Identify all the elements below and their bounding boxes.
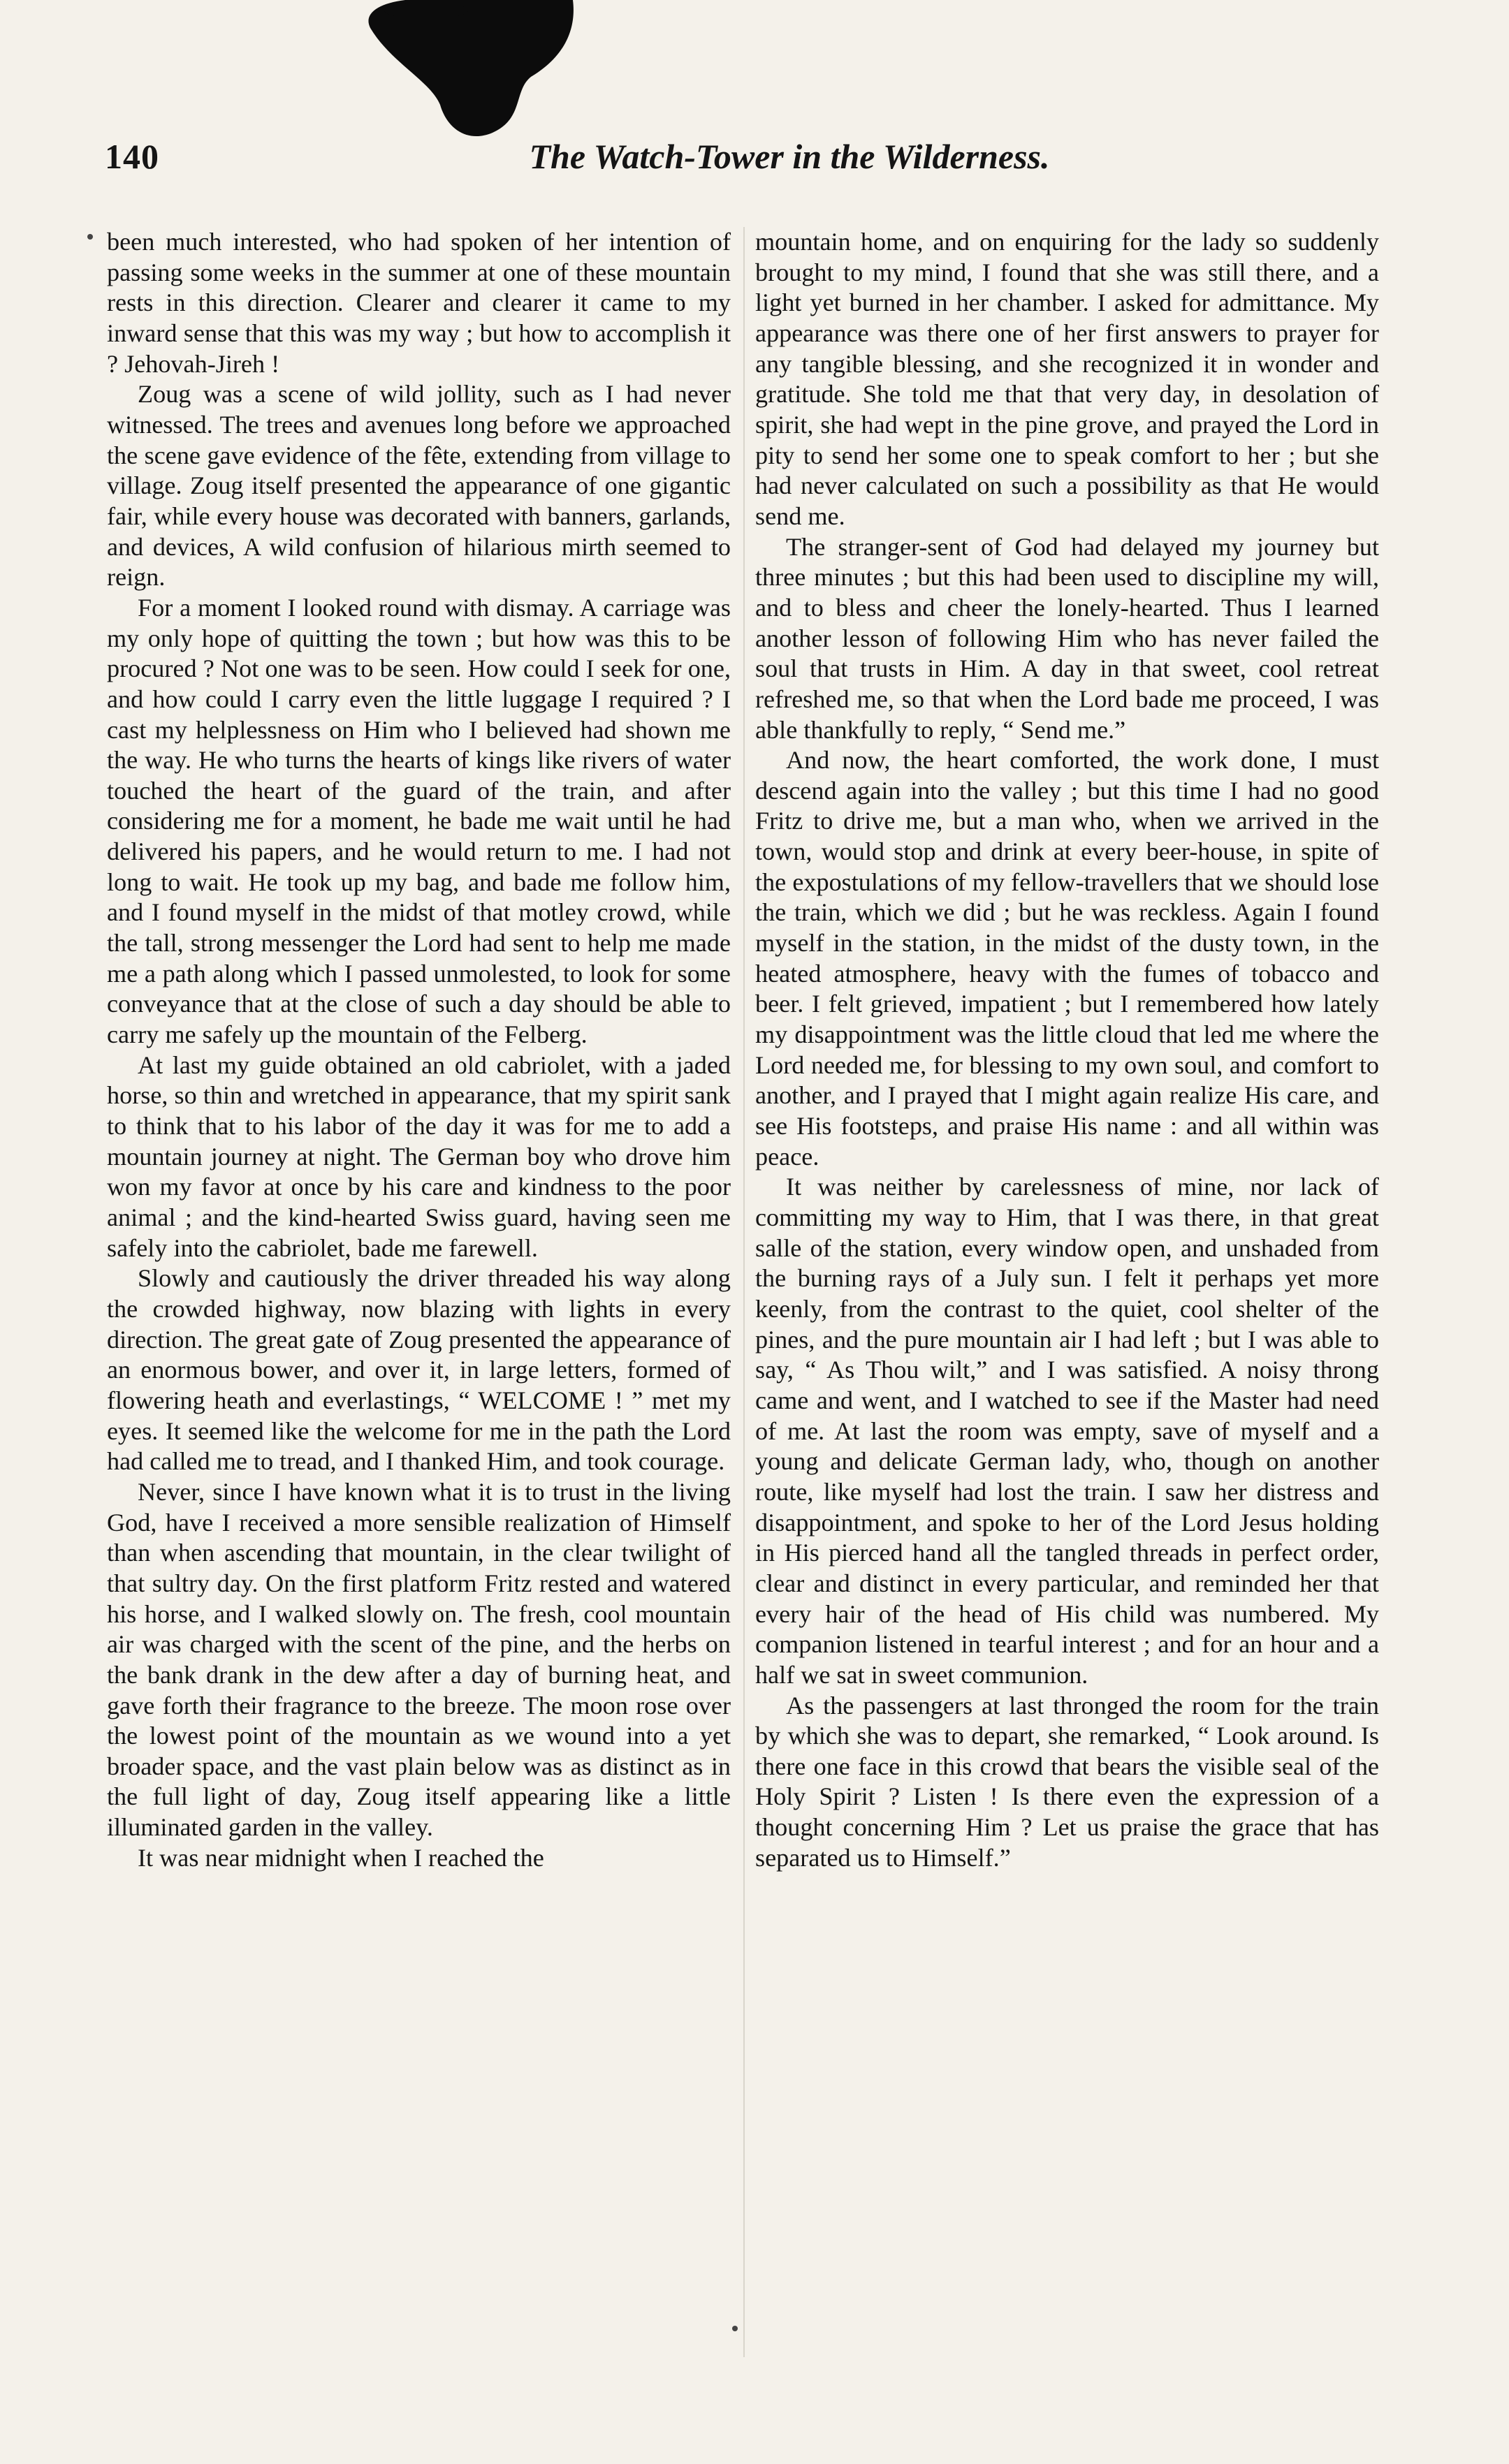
- ink-blot: [363, 0, 594, 140]
- paragraph: It was neither by carelessness of mine, nor lack of committing my way to Him, that I was there, in that great salle of the station, every window open, and unshaded from the burning rays of a July sun. I felt it perhaps yet more keenly, from the contrast to the quiet, cool shelter of the pines, and the pure mountain air I had left ; but I was able to say, “ As Thou wilt,” and I was satisfied. A noisy throng came and went, and I watched to see if the Master had need of me. At last the room was empty, save of myself and a young and delicate German lady, who, though on another route, like myself had lost the train. I saw her distress and disappointment, and spoke to her of the Lord Jesus holding in His pierced hand all the tangled threads in perfect order, clear and distinct in every particular, and reminded her that every hair of the head of His child was numbered. My companion listened in tearful interest ; and for an hour and a half we sat in sweet communion.: [755, 1173, 1379, 1689]
- page-header: [105, 136, 1390, 192]
- right-column: [755, 227, 1379, 1873]
- paragraph: It was near midnight when I reached the: [138, 1843, 544, 1872]
- page-speck: [732, 2326, 738, 2331]
- paragraph: As the passengers at last thronged the room for the train by which she was to depart, she remarked, “ Look around. Is there one face in this crowd that bears the visible seal of the Holy Spirit ? Listen ! Is there even the expression of a thought concerning Him ? Let us praise the grace that has separated us to Himself.”: [755, 1691, 1379, 1872]
- paragraph: At last my guide obtained an old cabriolet, with a jaded horse, so thin and wretched in appearance, that my spirit sank to think that to his labor of the day it was for me to add a mountain journey at night. The German boy who drove him won my favor at once by his care and kindness to the poor animal ; and the kind-hearted Swiss guard, having seen me safely into the cabriolet, bade me farewell.: [107, 1050, 731, 1262]
- paragraph: The stranger-sent of God had delayed my journey but three minutes ; but this had been used to discipline my will, and to bless and cheer the lonely-hearted. Thus I learned another lesson of following Him who has never failed the soul that trusts in Him. A day in that sweet, cool retreat refreshed me, so that when the Lord bade me proceed, I was able thankfully to reply, “ Send me.”: [755, 532, 1379, 744]
- left-column: [107, 227, 731, 1873]
- column-divider: [743, 227, 745, 2357]
- paragraph: Zoug was a scene of wild jollity, such as I had never witnessed. The trees and avenues long before we approached the scene gave evidence of the fête, extending from village to village. Zoug itself presented the appearance of one gigantic fair, while every house was decorated with banners, garlands, and devices, A wild confusion of hilarious mirth seemed to reign.: [107, 380, 731, 592]
- paragraph: Slowly and cautiously the driver threaded his way along the crowded highway, now blazing with lights in every direction. The great gate of Zoug presented the appearance of an enormous bower, and over it, in large letters, formed of flowering heath and everlastings, “ WELCOME ! ” met my eyes. It seemed like the welcome for me in the path the Lord had called me to tread, and I thanked Him, and took courage.: [107, 1264, 731, 1476]
- paragraph: And now, the heart comforted, the work done, I must descend again into the valley ; but this time I had no good Fritz to drive me, but a man who, when we arrived in the town, would stop and drink at every beer-house, in spite of the expostulations of my fellow-travellers that we should lose the train, which we did ; but he was reckless. Again I found myself in the station, in the midst of the dusty town, in the heated atmosphere, heavy with the fumes of tobacco and beer. I felt grieved, impatient ; but I remembered how lately my disappointment was the little cloud that led me where the Lord needed me, for blessing to my own soul, and comfort to another, and I prayed that I might again realize His care, and see His footsteps, and praise His name : and all within was peace.: [755, 746, 1379, 1171]
- running-title: The Watch-Tower in the Wilderness.: [529, 137, 1050, 176]
- paragraph: Never, since I have known what it is to trust in the living God, have I received a more sensible realization of Himself than when ascending that mountain, in the clear twilight of that sultry day. On the first platform Fritz rested and watered his horse, and I walked slowly on. The fresh, cool mountain air was charged with the scent of the pine, and the herbs on the bank drank in the dew after a day of burning heat, and gave forth their fragrance to the breeze. The moon rose over the lowest point of the mountain as we wound into a yet broader space, and the vast plain below was as distinct as in the full light of day, Zoug itself appearing like a little illuminated garden in the valley.: [107, 1477, 731, 1842]
- paragraph: For a moment I looked round with dismay. A carriage was my only hope of quitting the town ; but how was this to be procured ? Not one was to be seen. How could I seek for one, and how could I carry even the little luggage I required ? I cast my helplessness on Him who I believed had shown me the way. He who turns the hearts of kings like rivers of water touched the heart of the guard of the train, and after considering me for a moment, he bade me wait until he had delivered his papers, and he would return to me. I had not long to wait. He took up my bag, and bade me follow him, and I found myself in the midst of that motley crowd, while the tall, strong messenger the Lord had sent to help me made me a path along which I passed unmolested, to look for some conveyance that at the close of such a day should be able to carry me safely up the mountain of the Felberg.: [107, 593, 731, 1049]
- paragraph: mountain home, and on enquiring for the lady so suddenly brought to my mind, I found that she was still there, and a light yet burned in her chamber. I asked for admittance. My appearance was there one of her first answers to prayer for any tangible blessing, and she recognized it in wonder and gratitude. She told me that that very day, in desolation of spirit, she had wept in the pine grove, and prayed the Lord in pity to send her some one to speak comfort to her ; but she had never calculated on such a possibility as that He would send me.: [755, 228, 1379, 530]
- page-number: 140: [105, 137, 159, 176]
- paragraph: been much interested, who had spoken of her intention of passing some weeks in the summer at one of these mountain rests in this direction. Clearer and clearer it came to my inward sense that this was my way ; but how to accomplish it ? Jehovah-Jireh !: [107, 228, 731, 378]
- page-speck: [87, 234, 93, 240]
